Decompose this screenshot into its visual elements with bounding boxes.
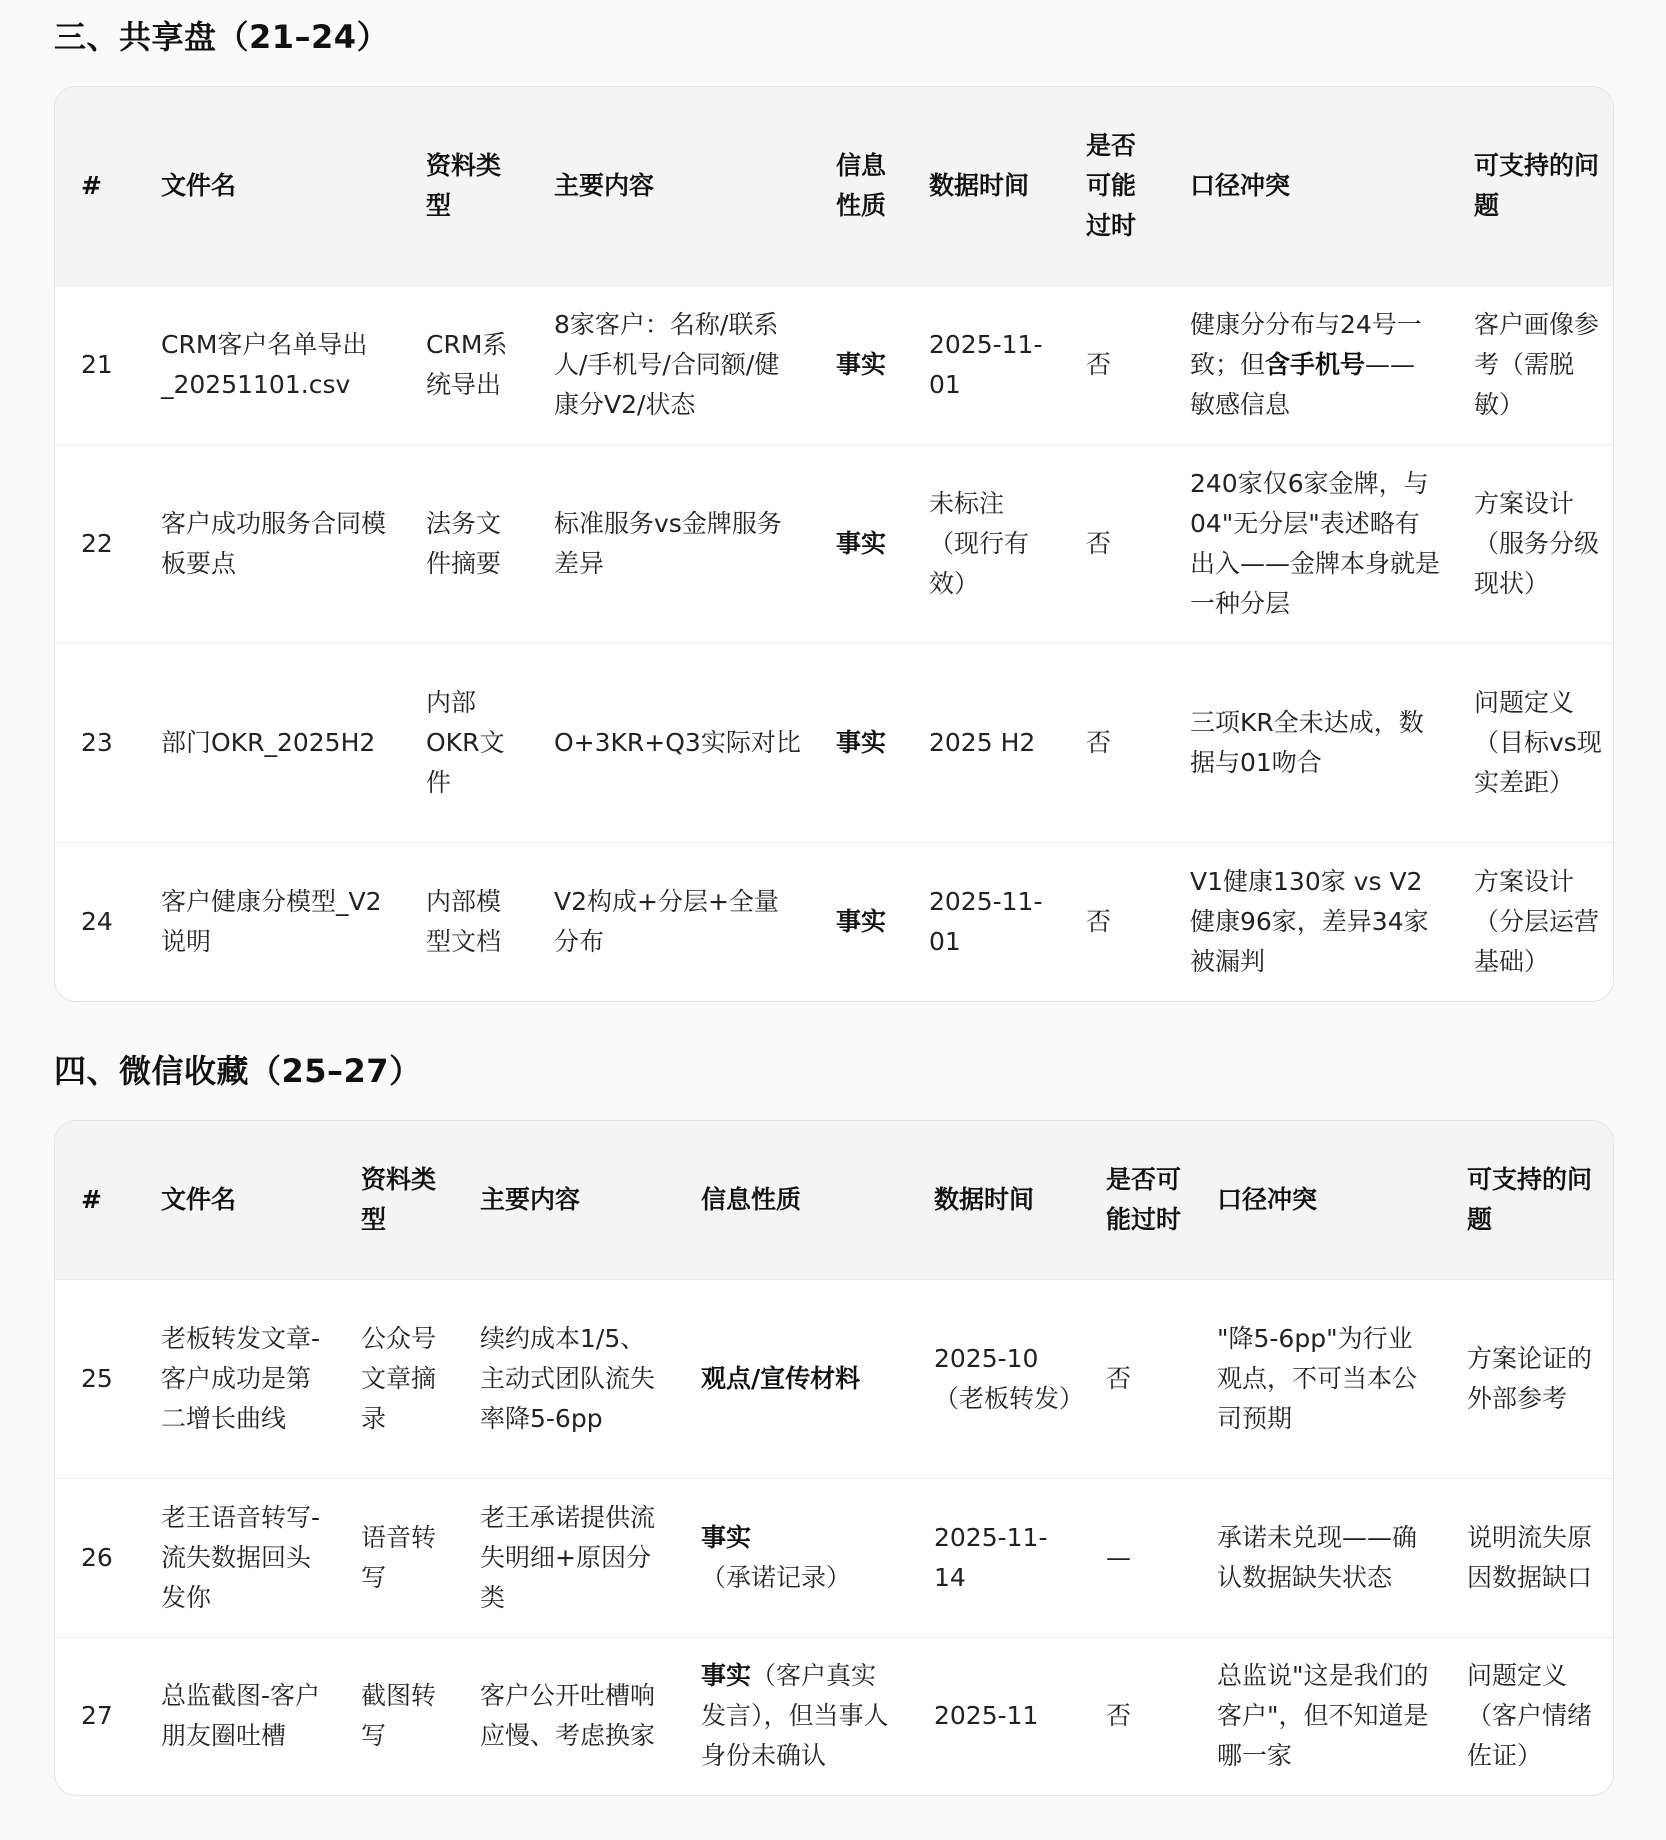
col-header-nature: 信息性质 (810, 87, 903, 285)
cell-filename: 客户成功服务合同模板要点 (135, 444, 400, 643)
cell-type: 公众号文章摘录 (335, 1279, 454, 1478)
cell-content: 客户公开吐槽响应慢、考虑换家 (454, 1637, 675, 1794)
cell-num: 22 (55, 444, 135, 643)
col-header-num: # (55, 1121, 135, 1279)
cell-conflict: 三项KR全未达成，数据与01吻合 (1164, 643, 1448, 842)
col-header-filename: 文件名 (135, 87, 400, 285)
wechat-favorites-table-card (54, 1120, 1614, 1796)
wechat-favorites-table (55, 1121, 1613, 1794)
col-header-filename: 文件名 (135, 1121, 335, 1279)
cell-outdated: 否 (1060, 285, 1164, 444)
cell-nature: 事实 (810, 444, 903, 643)
col-header-question: 可支持的问题 (1448, 87, 1613, 285)
cell-conflict: 承诺未兑现——确认数据缺失状态 (1191, 1478, 1441, 1637)
cell-num: 23 (55, 643, 135, 842)
col-header-outdated: 是否可能过时 (1060, 87, 1164, 285)
cell-time: 2025-11-01 (903, 285, 1060, 444)
cell-content: 8家客户：名称/联系人/手机号/合同额/健康分V2/状态 (528, 285, 810, 444)
cell-content: V2构成+分层+全量分布 (528, 842, 810, 1001)
cell-content: 老王承诺提供流失明细+原因分类 (454, 1478, 675, 1637)
cell-outdated: 否 (1060, 842, 1164, 1001)
cell-filename: 总监截图-客户朋友圈吐槽 (135, 1637, 335, 1794)
cell-content: 标准服务vs金牌服务差异 (528, 444, 810, 643)
cell-conflict: V1健康130家 vs V2健康96家，差异34家被漏判 (1164, 842, 1448, 1001)
cell-filename: 客户健康分模型_V2说明 (135, 842, 400, 1001)
table-row (55, 1478, 1613, 1637)
cell-type: 截图转写 (335, 1637, 454, 1794)
col-header-question: 可支持的问题 (1441, 1121, 1613, 1279)
cell-question: 方案论证的外部参考 (1441, 1279, 1613, 1478)
cell-num: 25 (55, 1279, 135, 1478)
cell-question: 方案设计（服务分级现状） (1448, 444, 1613, 643)
shared-drive-table-card (54, 86, 1614, 1002)
col-header-nature: 信息性质 (675, 1121, 908, 1279)
cell-conflict: 健康分分布与24号一致；但含手机号——敏感信息 (1164, 285, 1448, 444)
cell-nature: 事实 (810, 643, 903, 842)
cell-outdated: 否 (1060, 444, 1164, 643)
cell-nature: 事实 (810, 285, 903, 444)
cell-type: 法务文件摘要 (400, 444, 528, 643)
cell-content: 续约成本1/5、主动式团队流失率降5-6pp (454, 1279, 675, 1478)
cell-question: 方案设计（分层运营基础） (1448, 842, 1613, 1001)
cell-type: CRM系统导出 (400, 285, 528, 444)
cell-nature: 事实（客户真实发言），但当事人身份未确认 (675, 1637, 908, 1794)
cell-type: 语音转写 (335, 1478, 454, 1637)
cell-filename: 部门OKR_2025H2 (135, 643, 400, 842)
cell-question: 问题定义（目标vs现实差距） (1448, 643, 1613, 842)
col-header-num: # (55, 87, 135, 285)
cell-filename: 老王语音转写-流失数据回头发你 (135, 1478, 335, 1637)
cell-time: 2025-10（老板转发） (908, 1279, 1080, 1478)
cell-outdated: — (1080, 1478, 1191, 1637)
col-header-conflict: 口径冲突 (1164, 87, 1448, 285)
col-header-content: 主要内容 (528, 87, 810, 285)
cell-content: O+3KR+Q3实际对比 (528, 643, 810, 842)
cell-num: 21 (55, 285, 135, 444)
cell-question: 问题定义（客户情绪佐证） (1441, 1637, 1613, 1794)
table-header-row (55, 1121, 1613, 1279)
table-header-row (55, 87, 1613, 285)
col-header-outdated: 是否可能过时 (1080, 1121, 1191, 1279)
cell-question: 说明流失原因数据缺口 (1441, 1478, 1613, 1637)
cell-time: 2025-11-14 (908, 1478, 1080, 1637)
cell-question: 客户画像参考（需脱敏） (1448, 285, 1613, 444)
cell-filename: CRM客户名单导出_20251101.csv (135, 285, 400, 444)
section-heading-shared-drive: 三、共享盘（21–24） (54, 18, 390, 56)
cell-num: 27 (55, 1637, 135, 1794)
col-header-conflict: 口径冲突 (1191, 1121, 1441, 1279)
col-header-type: 资料类型 (335, 1121, 454, 1279)
cell-time: 2025 H2 (903, 643, 1060, 842)
section-heading-wechat-favorites: 四、微信收藏（25–27） (54, 1052, 422, 1090)
col-header-time: 数据时间 (903, 87, 1060, 285)
col-header-type: 资料类型 (400, 87, 528, 285)
table-row (55, 444, 1613, 643)
cell-nature: 事实 (810, 842, 903, 1001)
col-header-content: 主要内容 (454, 1121, 675, 1279)
cell-type: 内部OKR文件 (400, 643, 528, 842)
table-row (55, 1279, 1613, 1478)
cell-time: 未标注（现行有效） (903, 444, 1060, 643)
cell-outdated: 否 (1080, 1279, 1191, 1478)
table-row (55, 285, 1613, 444)
cell-num: 26 (55, 1478, 135, 1637)
cell-num: 24 (55, 842, 135, 1001)
cell-conflict: 240家仅6家金牌，与04"无分层"表述略有出入——金牌本身就是一种分层 (1164, 444, 1448, 643)
cell-conflict: "降5-6pp"为行业观点，不可当本公司预期 (1191, 1279, 1441, 1478)
cell-time: 2025-11-01 (903, 842, 1060, 1001)
table-row (55, 643, 1613, 842)
cell-outdated: 否 (1080, 1637, 1191, 1794)
cell-nature: 事实（承诺记录） (675, 1478, 908, 1637)
cell-outdated: 否 (1060, 643, 1164, 842)
cell-type: 内部模型文档 (400, 842, 528, 1001)
table-row (55, 1637, 1613, 1794)
table-row (55, 842, 1613, 1001)
cell-conflict: 总监说"这是我们的客户"，但不知道是哪一家 (1191, 1637, 1441, 1794)
cell-filename: 老板转发文章-客户成功是第二增长曲线 (135, 1279, 335, 1478)
cell-nature: 观点/宣传材料 (675, 1279, 908, 1478)
col-header-time: 数据时间 (908, 1121, 1080, 1279)
cell-time: 2025-11 (908, 1637, 1080, 1794)
shared-drive-table (55, 87, 1613, 1001)
